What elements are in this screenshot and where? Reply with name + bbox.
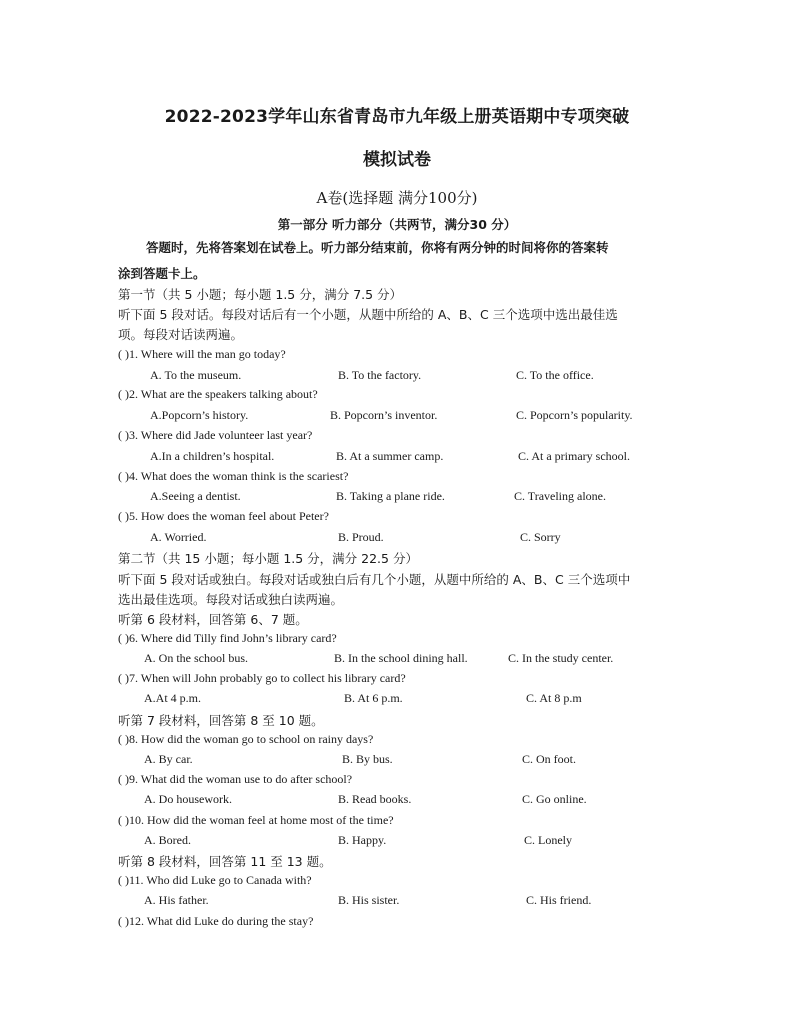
answer-blank[interactable]: ( ) xyxy=(118,509,129,523)
question-stem: 6. Where did Tilly find John’s library card? xyxy=(129,631,337,645)
option-a: A. Bored. xyxy=(144,833,191,847)
question-row xyxy=(118,631,337,646)
question-row xyxy=(118,347,286,362)
option-b: B. Popcorn’s inventor. xyxy=(330,408,438,422)
section1-directions: 听下面 5 段对话。每段对话后有一个小题，从题中所给的 A、B、C 三个选项中选出最佳选 xyxy=(118,307,618,322)
question-stem: 4. What does the woman think is the scariest? xyxy=(129,469,349,483)
question-row xyxy=(118,732,373,747)
option-b: B. By bus. xyxy=(342,752,393,766)
question-row xyxy=(118,873,312,888)
option-b: B. Proud. xyxy=(338,530,384,544)
section2-directions: 听下面 5 段对话或独白。每段对话或独白后有几个小题，从题中所给的 A、B、C 三个选项中 xyxy=(118,572,631,587)
option-a: A.Popcorn’s history. xyxy=(150,408,249,422)
answer-blank[interactable]: ( ) xyxy=(118,772,129,786)
question-stem: 3. Where did Jade volunteer last year? xyxy=(129,428,313,442)
paper-section-title: A卷(选择题 满分100分) xyxy=(316,189,478,207)
option-a: A. By car. xyxy=(144,752,193,766)
option-a: A.In a children’s hospital. xyxy=(150,449,275,463)
question-stem: 9. What did the woman use to do after school? xyxy=(129,772,353,786)
option-c: C. Sorry xyxy=(520,530,561,544)
section2-heading: 第二节（共 15 小题；每小题 1.5 分，满分 22.5 分） xyxy=(118,551,418,566)
option-a: A. To the museum. xyxy=(150,368,242,382)
question-stem: 10. How did the woman feel at home most of the time? xyxy=(129,813,394,827)
option-b: B. In the school dining hall. xyxy=(334,651,468,665)
option-c: C. In the study center. xyxy=(508,651,614,665)
question-stem: 7. When will John probably go to collect his library card? xyxy=(129,671,406,685)
option-a: A. Worried. xyxy=(150,530,207,544)
answer-blank[interactable]: ( ) xyxy=(118,387,129,401)
question-row xyxy=(118,469,348,484)
option-a: A. On the school bus. xyxy=(144,651,248,665)
material-note: 听第 7 段材料，回答第 8 至 10 题。 xyxy=(118,713,324,728)
option-b: B. Taking a plane ride. xyxy=(336,489,445,503)
answer-blank[interactable]: ( ) xyxy=(118,914,129,928)
question-row xyxy=(118,428,312,443)
answer-blank[interactable]: ( ) xyxy=(118,873,129,887)
section1-directions: 项。每段对话读两遍。 xyxy=(118,327,244,342)
document-title-line2: 模拟试卷 xyxy=(363,150,431,170)
option-b: B. At 6 p.m. xyxy=(344,691,403,705)
option-b: B. His sister. xyxy=(338,893,400,907)
question-row xyxy=(118,671,406,686)
answer-blank[interactable]: ( ) xyxy=(118,347,129,361)
answer-blank[interactable]: ( ) xyxy=(118,469,129,483)
instruction-line: 涂到答题卡上。 xyxy=(118,266,206,281)
section2-directions: 选出最佳选项。每段对话或独白读两遍。 xyxy=(118,592,344,607)
option-b: B. To the factory. xyxy=(338,368,422,382)
answer-blank[interactable]: ( ) xyxy=(118,428,129,442)
question-stem: 1. Where will the man go today? xyxy=(129,347,286,361)
question-row xyxy=(118,387,318,402)
option-c: C. Traveling alone. xyxy=(514,489,606,503)
answer-blank[interactable]: ( ) xyxy=(118,671,129,685)
question-row xyxy=(118,813,394,828)
question-row xyxy=(118,509,329,524)
option-c: C. Go online. xyxy=(522,792,587,806)
option-b: B. Read books. xyxy=(338,792,412,806)
option-b: B. Happy. xyxy=(338,833,387,847)
option-c: C. To the office. xyxy=(516,368,594,382)
question-stem: 11. Who did Luke go to Canada with? xyxy=(129,873,312,887)
part1-heading: 第一部分 听力部分（共两节，满分30 分） xyxy=(277,217,517,232)
option-a: A.Seeing a dentist. xyxy=(150,489,241,503)
answer-blank[interactable]: ( ) xyxy=(118,813,129,827)
option-c: C. On foot. xyxy=(522,752,576,766)
question-stem: 5. How does the woman feel about Peter? xyxy=(129,509,329,523)
answer-blank[interactable]: ( ) xyxy=(118,631,129,645)
question-row xyxy=(118,914,313,929)
question-row xyxy=(118,772,352,787)
option-a: A.At 4 p.m. xyxy=(144,691,201,705)
section1-heading: 第一节（共 5 小题；每小题 1.5 分，满分 7.5 分） xyxy=(118,287,403,302)
option-c: C. Lonely xyxy=(524,833,572,847)
option-a: A. Do housework. xyxy=(144,792,232,806)
material-note: 听第 6 段材料，回答第 6、7 题。 xyxy=(118,612,308,627)
option-c: C. His friend. xyxy=(526,893,592,907)
document-title: 2022-2023学年山东省青岛市九年级上册英语期中专项突破 xyxy=(164,107,630,127)
option-c: C. At 8 p.m xyxy=(526,691,582,705)
material-note: 听第 8 段材料，回答第 11 至 13 题。 xyxy=(118,854,332,869)
answer-blank[interactable]: ( ) xyxy=(118,732,129,746)
option-a: A. His father. xyxy=(144,893,209,907)
question-stem: 2. What are the speakers talking about? xyxy=(129,387,318,401)
option-b: B. At a summer camp. xyxy=(336,449,444,463)
question-stem: 8. How did the woman go to school on rainy days? xyxy=(129,732,374,746)
option-c: C. Popcorn’s popularity. xyxy=(516,408,633,422)
question-stem: 12. What did Luke do during the stay? xyxy=(129,914,314,928)
option-c: C. At a primary school. xyxy=(518,449,630,463)
instruction-line: 答题时，先将答案划在试卷上。听力部分结束前，你将有两分钟的时间将你的答案转 xyxy=(146,240,609,255)
